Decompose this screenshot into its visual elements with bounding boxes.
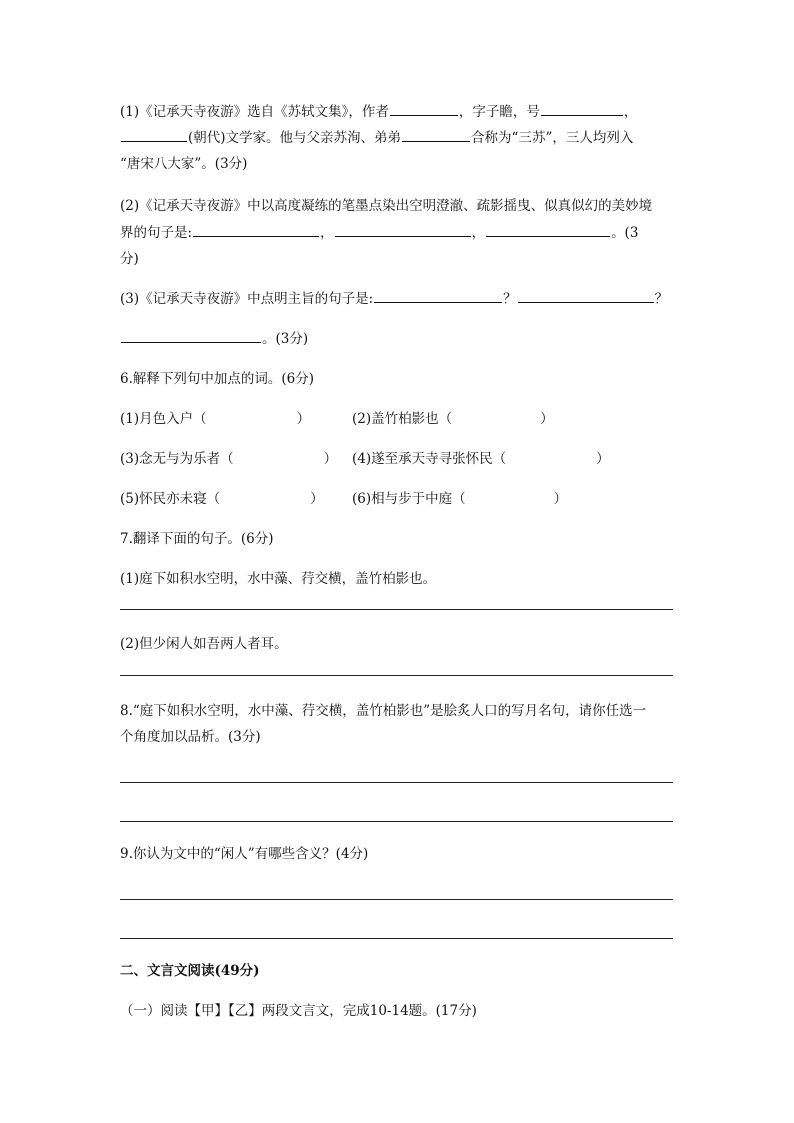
q9-question: 9.你认为文中的“闲人”有哪些含义？(4分)	[120, 846, 369, 862]
q5-part2-line1	[120, 195, 675, 217]
q5-part3-text-b: ？	[503, 291, 517, 307]
q7-answer-line-1[interactable]	[120, 609, 673, 610]
q9-answer-line-2[interactable]	[120, 938, 673, 939]
q7-sentence-2: (2)但少闲人如吾两人者耳。	[120, 636, 288, 652]
q6-row-3	[120, 488, 675, 510]
brother-blank[interactable]	[402, 127, 470, 142]
theme-sentence-blank-1[interactable]	[374, 288, 502, 303]
q6-item-4: (4)遂至承天寺寻张怀民（ ）	[352, 451, 610, 467]
scene-sentence-blank-2[interactable]	[335, 222, 471, 237]
q6-item-6: (6)相与步于中庭（ ）	[352, 491, 568, 507]
q5-part1-text-a: (1)《记承天寺夜游》选自《苏轼文集》，作者	[120, 104, 389, 120]
q6-item-5: (5)怀民亦未寝（ ）	[120, 491, 324, 507]
q5-part2-text-d: ，	[471, 225, 486, 241]
q5-part1-text-e: 合称为“三苏”，三人均列入	[471, 130, 634, 146]
q5-part1-text-b: ，字子瞻，号	[458, 104, 540, 120]
section-2-title: 二、文言文阅读(49分)	[120, 963, 260, 979]
q5-part1-line1	[120, 101, 675, 123]
q6-item-3: (3)念无与为乐者（ ）	[120, 451, 338, 467]
section-2-subtitle: （一）阅读【甲】【乙】两段文言文，完成10-14题。(17分)	[120, 1003, 477, 1019]
theme-sentence-blank-3[interactable]	[121, 328, 261, 343]
q6-row-2	[120, 448, 675, 470]
q5-part2-text-b: 界的句子是:	[120, 225, 193, 241]
q5-part2-line3	[120, 248, 675, 270]
q5-part1-text-c: ，	[623, 104, 638, 120]
q5-part2-text-e: 。(3	[611, 225, 639, 241]
q8-answer-line-1[interactable]	[120, 782, 673, 783]
q8-line-1: 8.“庭下如积水空明，水中藻、荇交横，盖竹柏影也”是脍炙人口的写月名句，请你任选一	[120, 703, 647, 719]
q6-row-1	[120, 408, 675, 430]
q6-item-1: (1)月色入户（ ）	[120, 411, 311, 427]
author-blank[interactable]	[390, 101, 458, 116]
q7-title: 7.翻译下面的句子。(6分)	[120, 531, 274, 547]
q7-sentence-1: (1)庭下如积水空明，水中藻、荇交横，盖竹柏影也。	[120, 571, 437, 587]
q5-part2-line2	[120, 222, 675, 244]
q5-part1-line3	[120, 153, 675, 175]
dynasty-blank[interactable]	[121, 127, 187, 142]
scene-sentence-blank-1[interactable]	[193, 222, 319, 237]
q5-part3-text-a: (3)《记承天寺夜游》中点明主旨的句子是:	[120, 291, 374, 307]
q6-item-2: (2)盖竹柏影也（ ）	[352, 411, 554, 427]
q9-answer-line-1[interactable]	[120, 899, 673, 900]
q5-part3-line2	[120, 328, 675, 350]
q5-part2-text-a: (2)《记承天寺夜游》中以高度凝练的笔墨点染出空明澄澈、疏影摇曳、似真似幻的美妙境	[120, 198, 653, 214]
q5-part2-text-f: 分)	[120, 251, 139, 267]
q7-answer-line-2[interactable]	[120, 675, 673, 676]
pen-name-blank[interactable]	[541, 101, 623, 116]
q5-part3-text-d: 。(3分)	[262, 331, 309, 347]
q5-part1-line2	[120, 127, 675, 149]
q8-line-2: 个角度加以品析。(3分)	[120, 729, 261, 745]
q8-answer-line-2[interactable]	[120, 821, 673, 822]
q5-part3-text-c: ？	[654, 291, 669, 307]
q5-part3-line1	[120, 288, 675, 310]
q6-title: 6.解释下列句中加点的词。(6分)	[120, 371, 315, 387]
q5-part1-text-f: “唐宋八大家”。(3分)	[120, 156, 248, 172]
q5-part1-text-d: (朝代)文学家。他与父亲苏洵、弟弟	[188, 130, 402, 146]
theme-sentence-blank-2[interactable]	[518, 288, 654, 303]
q5-part2-text-c: ，	[320, 225, 334, 241]
scene-sentence-blank-3[interactable]	[486, 222, 610, 237]
